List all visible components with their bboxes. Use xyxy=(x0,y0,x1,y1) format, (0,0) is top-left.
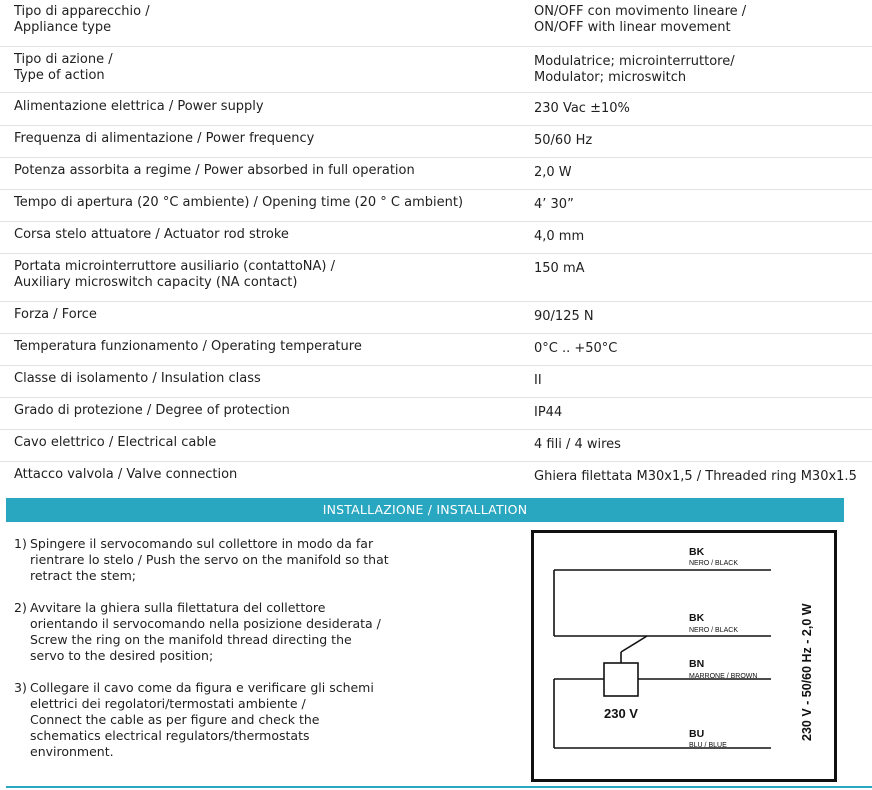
spec-label: Attacco valvola / Valve connection xyxy=(14,467,238,482)
spec-value: 50/60 Hz xyxy=(534,133,593,148)
load-voltage-label: 230 V xyxy=(604,706,638,721)
spec-row-protection-degree xyxy=(0,403,872,430)
installation-step xyxy=(14,600,494,664)
spec-value: IP44 xyxy=(534,405,563,420)
spec-label: Grado di protezione / Degree of protection xyxy=(14,403,290,418)
spec-row-appliance-type xyxy=(0,4,872,47)
wire-name: BLU / BLUE xyxy=(689,742,727,749)
step-number: 3) xyxy=(14,680,27,695)
spec-label: Tipo di azione / Type of action xyxy=(14,52,113,83)
spec-value: 4’ 30” xyxy=(534,197,574,212)
wire-name: NERO / BLACK xyxy=(689,627,739,634)
spec-row-action-type xyxy=(0,52,872,93)
spec-value: Modulatrice; microinterruttore/ Modulator; microswitch xyxy=(534,54,735,85)
spec-value: 0°C .. +50°C xyxy=(534,341,618,356)
spec-value: 4,0 mm xyxy=(534,229,585,244)
wire-name: NERO / BLACK xyxy=(689,560,739,567)
wire-code: BK xyxy=(689,546,705,558)
spec-label: Temperatura funzionamento / Operating temperature xyxy=(14,339,362,354)
step-number: 1) xyxy=(14,536,27,551)
spec-row-electrical-cable xyxy=(0,435,872,462)
spec-label: Corsa stelo attuatore / Actuator rod stroke xyxy=(14,227,289,242)
load-box xyxy=(604,663,638,696)
rating-label: 230 V - 50/60 Hz - 2,0 W xyxy=(800,603,814,741)
step-text: Spingere il servocomando sul collettore in modo da far rientrare lo stelo / Push the servo on the manifold so that retract the stem; xyxy=(30,536,389,583)
spec-label: Tipo di apparecchio / Appliance type xyxy=(14,4,150,35)
spec-row-microswitch-capacity xyxy=(0,259,872,302)
spec-label: Tempo di apertura (20 °C ambiente) / Opening time (20 ° C ambient) xyxy=(14,195,464,210)
spec-label: Potenza assorbita a regime / Power absorbed in full operation xyxy=(14,163,415,178)
installation-step xyxy=(14,536,494,584)
spec-row-insulation-class xyxy=(0,371,872,398)
wire-code: BU xyxy=(689,728,705,740)
spec-row-opening-time xyxy=(0,195,872,222)
wire-name: MARRONE / BROWN xyxy=(689,673,758,680)
wire-code: BK xyxy=(689,612,705,624)
spec-row-power-absorbed xyxy=(0,163,872,190)
spec-label: Classe di isolamento / Insulation class xyxy=(14,371,261,386)
step-number: 2) xyxy=(14,600,27,615)
spec-label: Alimentazione elettrica / Power supply xyxy=(14,99,264,114)
spec-row-operating-temperature xyxy=(0,339,872,366)
spec-value: ON/OFF con movimento lineare / ON/OFF with linear movement xyxy=(534,4,747,35)
spec-row-force xyxy=(0,307,872,334)
installation-banner: INSTALLAZIONE / INSTALLATION xyxy=(6,498,844,522)
spec-label: Frequenza di alimentazione / Power frequency xyxy=(14,131,315,146)
spec-row-rod-stroke xyxy=(0,227,872,254)
spec-label: Cavo elettrico / Electrical cable xyxy=(14,435,217,450)
spec-value: 230 Vac ±10% xyxy=(534,101,630,116)
spec-row-valve-connection xyxy=(0,467,872,491)
spec-row-power-supply xyxy=(0,99,872,126)
wire-code: BN xyxy=(689,658,705,670)
spec-value: 150 mA xyxy=(534,261,585,276)
spec-value: 4 fili / 4 wires xyxy=(534,437,621,452)
bottom-rule xyxy=(6,786,872,788)
installation-step xyxy=(14,680,494,760)
spec-value: II xyxy=(534,373,542,388)
microswitch-lever xyxy=(621,636,647,652)
spec-label: Portata microinterruttore ausiliario (contattoNA) / Auxiliary microswitch capacity (NA contact) xyxy=(14,259,336,290)
wiring-diagram-svg xyxy=(534,533,834,779)
spec-value: 2,0 W xyxy=(534,165,572,180)
step-text: Avvitare la ghiera sulla filettatura del collettore orientando il servocomando nella posizione desiderata / Screw the ring on the manifold thread directing the servo to the desired position; xyxy=(30,600,381,663)
spec-label: Forza / Force xyxy=(14,307,97,322)
wiring-diagram xyxy=(531,530,837,782)
spec-row-power-frequency xyxy=(0,131,872,158)
spec-value: 90/125 N xyxy=(534,309,594,324)
step-text: Collegare il cavo come da figura e verificare gli schemi elettrici dei regolatori/termostati ambiente / Connect the cable as per figure and check the schematics electrical regulators/thermostats environment. xyxy=(30,680,374,759)
spec-value: Ghiera filettata M30x1,5 / Threaded ring M30x1.5 xyxy=(534,469,857,484)
installation-steps xyxy=(14,536,494,776)
